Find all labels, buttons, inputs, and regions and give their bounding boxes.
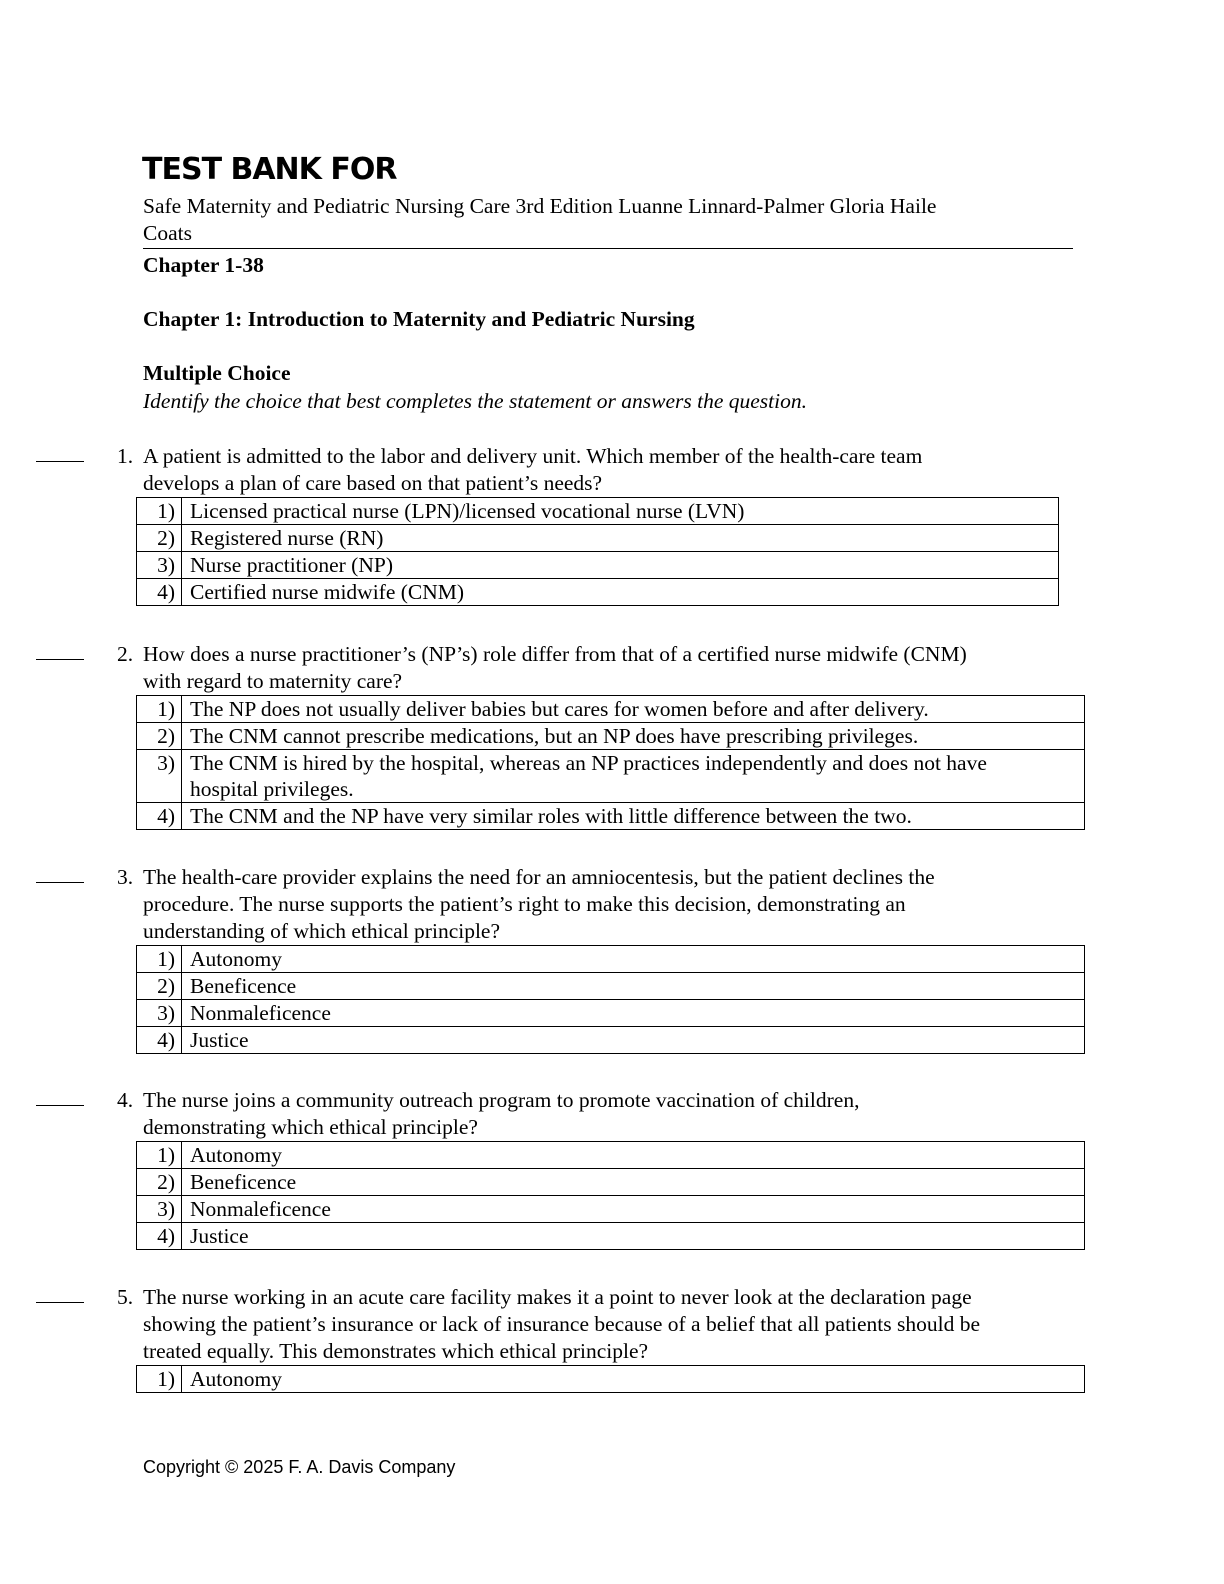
section-title: Multiple Choice (143, 361, 291, 385)
option-row[interactable] (137, 946, 1085, 973)
option-row[interactable] (137, 525, 1059, 552)
option-row[interactable] (137, 1169, 1085, 1196)
stem-line: develops a plan of care based on that patient’s needs? (143, 471, 603, 495)
option-text: Registered nurse (RN) (182, 525, 1059, 552)
question-number: 2. (117, 642, 134, 666)
option-text: The CNM and the NP have very similar roles with little difference between the two. (182, 803, 1085, 830)
option-number: 1) (137, 1142, 182, 1169)
stem-line: How does a nurse practitioner’s (NP’s) role differ from that of a certified nurse midwife (CNM) (143, 642, 967, 666)
stem-line: with regard to maternity care? (143, 669, 403, 693)
option-number: 2) (137, 525, 182, 552)
option-row[interactable] (137, 1196, 1085, 1223)
copyright-footer: Copyright © 2025 F. A. Davis Company (143, 1457, 456, 1477)
option-number: 4) (137, 1027, 182, 1054)
answer-blank[interactable] (36, 1302, 84, 1303)
option-row[interactable] (137, 1142, 1085, 1169)
question-stem (143, 641, 967, 695)
option-text: Certified nurse midwife (CNM) (182, 579, 1059, 606)
stem-line: The health-care provider explains the need for an amniocentesis, but the patient declines the (143, 865, 935, 889)
option-row[interactable] (137, 1000, 1085, 1027)
option-text: Autonomy (182, 946, 1085, 973)
question-stem (143, 443, 922, 497)
option-number: 4) (137, 579, 182, 606)
option-number: 1) (137, 498, 182, 525)
option-row[interactable] (137, 498, 1059, 525)
option-row[interactable] (137, 1027, 1085, 1054)
option-text: The CNM cannot prescribe medications, but an NP does have prescribing privileges. (182, 723, 1085, 750)
question-stem (143, 1087, 859, 1141)
stem-line: procedure. The nurse supports the patient’s right to make this decision, demonstrating an (143, 892, 906, 916)
stem-line: understanding of which ethical principle? (143, 919, 501, 943)
option-text: Licensed practical nurse (LPN)/licensed vocational nurse (LVN) (182, 498, 1059, 525)
test-bank-banner: TEST BANK FOR (142, 152, 397, 187)
chapter-range: Chapter 1-38 (143, 253, 264, 277)
option-row[interactable] (137, 1223, 1085, 1250)
option-row[interactable] (137, 1366, 1085, 1393)
subtitle-line-1: Safe Maternity and Pediatric Nursing Care 3rd Edition Luanne Linnard-Palmer Gloria Haile (143, 194, 937, 218)
option-text: Beneficence (182, 1169, 1085, 1196)
option-row[interactable] (137, 973, 1085, 1000)
option-row[interactable] (137, 803, 1085, 830)
option-number: 2) (137, 723, 182, 750)
stem-line: The nurse working in an acute care facility makes it a point to never look at the declaration page (143, 1285, 972, 1309)
question-stem (143, 864, 935, 945)
option-number: 1) (137, 1366, 182, 1393)
options-table (136, 945, 1085, 1054)
question-number: 4. (117, 1088, 134, 1112)
header-rule (143, 248, 1073, 249)
option-text-line: The CNM is hired by the hospital, whereas an NP practices independently and does not have (190, 751, 987, 775)
answer-blank[interactable] (36, 659, 84, 660)
option-number: 1) (137, 696, 182, 723)
option-number: 4) (137, 803, 182, 830)
question-number: 3. (117, 865, 134, 889)
option-number: 2) (137, 1169, 182, 1196)
options-table (136, 695, 1085, 830)
stem-line: A patient is admitted to the labor and delivery unit. Which member of the health-care team (143, 444, 923, 468)
book-subtitle (143, 193, 1043, 247)
chapter-title: Chapter 1: Introduction to Maternity and Pediatric Nursing (143, 307, 695, 331)
answer-blank[interactable] (36, 882, 84, 883)
option-text: Nonmaleficence (182, 1196, 1085, 1223)
answer-blank[interactable] (36, 1105, 84, 1106)
stem-line: showing the patient’s insurance or lack of insurance because of a belief that all patients should be (143, 1312, 981, 1336)
option-number: 2) (137, 973, 182, 1000)
options-table (136, 1141, 1085, 1250)
option-text: Beneficence (182, 973, 1085, 1000)
subtitle-line-2: Coats (143, 221, 192, 245)
option-text (182, 750, 1085, 803)
option-text: Nonmaleficence (182, 1000, 1085, 1027)
option-row[interactable] (137, 696, 1085, 723)
question-stem (143, 1284, 980, 1365)
question-number: 5. (117, 1285, 134, 1309)
instructions: Identify the choice that best completes the statement or answers the question. (143, 389, 807, 413)
option-text: The NP does not usually deliver babies but cares for women before and after delivery. (182, 696, 1085, 723)
option-text: Autonomy (182, 1142, 1085, 1169)
option-text-line: hospital privileges. (190, 777, 354, 801)
option-text: Justice (182, 1223, 1085, 1250)
answer-blank[interactable] (36, 461, 84, 462)
option-row[interactable] (137, 552, 1059, 579)
options-table (136, 1365, 1085, 1393)
option-row[interactable] (137, 723, 1085, 750)
stem-line: The nurse joins a community outreach program to promote vaccination of children, (143, 1088, 860, 1112)
stem-line: treated equally. This demonstrates which ethical principle? (143, 1339, 649, 1363)
option-row[interactable] (137, 579, 1059, 606)
question-number: 1. (117, 444, 134, 468)
option-row[interactable] (137, 750, 1085, 803)
option-number: 3) (137, 552, 182, 579)
option-number: 3) (137, 750, 182, 803)
option-text: Nurse practitioner (NP) (182, 552, 1059, 579)
option-text: Autonomy (182, 1366, 1085, 1393)
option-number: 3) (137, 1196, 182, 1223)
stem-line: demonstrating which ethical principle? (143, 1115, 478, 1139)
options-table (136, 497, 1059, 606)
option-number: 1) (137, 946, 182, 973)
option-number: 3) (137, 1000, 182, 1027)
option-text: Justice (182, 1027, 1085, 1054)
option-number: 4) (137, 1223, 182, 1250)
